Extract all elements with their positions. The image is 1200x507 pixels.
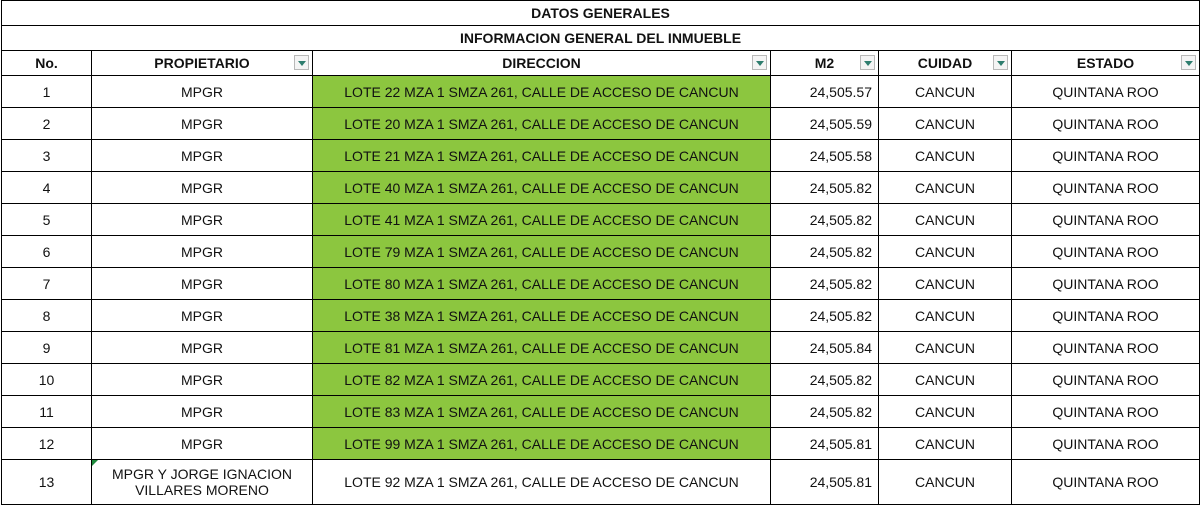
table-row[interactable]	[2, 204, 1200, 236]
cell-direccion[interactable]: LOTE 92 MZA 1 SMZA 261, CALLE DE ACCESO DE CANCUN	[313, 460, 771, 505]
cell-estado[interactable]: QUINTANA ROO	[1012, 460, 1200, 505]
cell-cuidad[interactable]: CANCUN	[879, 204, 1012, 236]
cell-no[interactable]: 2	[2, 108, 92, 140]
header-propietario-label: PROPIETARIO	[154, 55, 250, 71]
cell-estado[interactable]: QUINTANA ROO	[1012, 76, 1200, 108]
cell-cuidad[interactable]: CANCUN	[879, 396, 1012, 428]
cell-cuidad[interactable]: CANCUN	[879, 140, 1012, 172]
cell-no[interactable]: 6	[2, 236, 92, 268]
cell-no[interactable]: 13	[2, 460, 92, 505]
cell-propietario[interactable]: MPGR	[92, 428, 313, 460]
table-row[interactable]	[2, 76, 1200, 108]
cell-propietario[interactable]: MPGR	[92, 172, 313, 204]
cell-direccion[interactable]: LOTE 40 MZA 1 SMZA 261, CALLE DE ACCESO DE CANCUN	[313, 172, 771, 204]
header-no-label: No.	[35, 55, 58, 71]
cell-m2[interactable]: 24,505.82	[771, 204, 879, 236]
header-cuidad	[879, 51, 1012, 76]
cell-estado[interactable]: QUINTANA ROO	[1012, 172, 1200, 204]
cell-estado[interactable]: QUINTANA ROO	[1012, 108, 1200, 140]
cell-propietario[interactable]: MPGR	[92, 364, 313, 396]
cell-m2[interactable]: 24,505.59	[771, 108, 879, 140]
cell-estado[interactable]: QUINTANA ROO	[1012, 268, 1200, 300]
cell-cuidad[interactable]: CANCUN	[879, 300, 1012, 332]
table-row[interactable]	[2, 268, 1200, 300]
cell-propietario[interactable]: MPGR	[92, 396, 313, 428]
table-row[interactable]	[2, 172, 1200, 204]
cell-m2[interactable]: 24,505.82	[771, 396, 879, 428]
cell-direccion[interactable]: LOTE 21 MZA 1 SMZA 261, CALLE DE ACCESO DE CANCUN	[313, 140, 771, 172]
cell-m2[interactable]: 24,505.58	[771, 140, 879, 172]
cell-cuidad[interactable]: CANCUN	[879, 460, 1012, 505]
cell-direccion[interactable]: LOTE 81 MZA 1 SMZA 261, CALLE DE ACCESO DE CANCUN	[313, 332, 771, 364]
filter-dropdown-icon[interactable]	[752, 55, 767, 70]
cell-m2[interactable]: 24,505.82	[771, 236, 879, 268]
cell-no[interactable]: 9	[2, 332, 92, 364]
header-no	[2, 51, 92, 76]
cell-propietario[interactable]: MPGR	[92, 108, 313, 140]
comment-marker-icon	[92, 460, 98, 466]
cell-propietario[interactable]: MPGR	[92, 140, 313, 172]
table-row[interactable]	[2, 140, 1200, 172]
header-cuidad-label: CUIDAD	[917, 55, 973, 71]
cell-m2[interactable]: 24,505.82	[771, 364, 879, 396]
table-body	[2, 76, 1200, 505]
cell-m2[interactable]: 24,505.82	[771, 300, 879, 332]
cell-propietario-text: MPGR Y JORGE IGNACION VILLARES MORENO	[112, 466, 292, 498]
cell-direccion[interactable]: LOTE 41 MZA 1 SMZA 261, CALLE DE ACCESO DE CANCUN	[313, 204, 771, 236]
header-m2	[771, 51, 879, 76]
filter-dropdown-icon[interactable]	[993, 55, 1008, 70]
header-m2-label: M2	[814, 55, 835, 71]
table-row[interactable]	[2, 332, 1200, 364]
cell-direccion[interactable]: LOTE 99 MZA 1 SMZA 261, CALLE DE ACCESO DE CANCUN	[313, 428, 771, 460]
header-row	[2, 51, 1200, 76]
cell-direccion[interactable]: LOTE 22 MZA 1 SMZA 261, CALLE DE ACCESO DE CANCUN	[313, 76, 771, 108]
cell-estado[interactable]: QUINTANA ROO	[1012, 140, 1200, 172]
cell-estado[interactable]: QUINTANA ROO	[1012, 428, 1200, 460]
cell-propietario[interactable]: MPGR	[92, 268, 313, 300]
header-propietario	[92, 51, 313, 76]
filter-dropdown-icon[interactable]	[1181, 55, 1196, 70]
header-direccion-label: DIRECCION	[502, 55, 581, 71]
table-subtitle: INFORMACION GENERAL DEL INMUEBLE	[2, 26, 1200, 51]
table-row[interactable]	[2, 236, 1200, 268]
cell-m2[interactable]: 24,505.81	[771, 460, 879, 505]
cell-cuidad[interactable]: CANCUN	[879, 428, 1012, 460]
cell-no[interactable]: 3	[2, 140, 92, 172]
cell-estado[interactable]: QUINTANA ROO	[1012, 396, 1200, 428]
filter-dropdown-icon[interactable]	[294, 55, 309, 70]
cell-no[interactable]: 7	[2, 268, 92, 300]
cell-cuidad[interactable]: CANCUN	[879, 364, 1012, 396]
cell-m2[interactable]: 24,505.82	[771, 172, 879, 204]
cell-propietario[interactable]: MPGR	[92, 300, 313, 332]
subtitle-row	[2, 26, 1200, 51]
table-row[interactable]	[2, 396, 1200, 428]
cell-direccion[interactable]: LOTE 38 MZA 1 SMZA 261, CALLE DE ACCESO DE CANCUN	[313, 300, 771, 332]
filter-dropdown-icon[interactable]	[860, 55, 875, 70]
cell-cuidad[interactable]: CANCUN	[879, 108, 1012, 140]
cell-m2[interactable]: 24,505.81	[771, 428, 879, 460]
cell-direccion[interactable]: LOTE 20 MZA 1 SMZA 261, CALLE DE ACCESO DE CANCUN	[313, 108, 771, 140]
property-table	[1, 0, 1200, 505]
cell-propietario[interactable]: MPGR	[92, 204, 313, 236]
table-row[interactable]	[2, 460, 1200, 505]
cell-estado[interactable]: QUINTANA ROO	[1012, 300, 1200, 332]
table-row[interactable]	[2, 364, 1200, 396]
cell-cuidad[interactable]: CANCUN	[879, 332, 1012, 364]
cell-cuidad[interactable]: CANCUN	[879, 268, 1012, 300]
title-row	[2, 1, 1200, 26]
cell-cuidad[interactable]: CANCUN	[879, 172, 1012, 204]
cell-no[interactable]: 1	[2, 76, 92, 108]
cell-propietario[interactable]	[92, 460, 313, 505]
cell-m2[interactable]: 24,505.84	[771, 332, 879, 364]
cell-estado[interactable]: QUINTANA ROO	[1012, 332, 1200, 364]
table-row[interactable]	[2, 108, 1200, 140]
cell-no[interactable]: 4	[2, 172, 92, 204]
cell-no[interactable]: 11	[2, 396, 92, 428]
cell-direccion[interactable]: LOTE 79 MZA 1 SMZA 261, CALLE DE ACCESO DE CANCUN	[313, 236, 771, 268]
cell-no[interactable]: 8	[2, 300, 92, 332]
cell-propietario[interactable]: MPGR	[92, 332, 313, 364]
cell-cuidad[interactable]: CANCUN	[879, 236, 1012, 268]
cell-no[interactable]: 5	[2, 204, 92, 236]
table-title: DATOS GENERALES	[2, 1, 1200, 26]
table-row[interactable]	[2, 300, 1200, 332]
cell-direccion[interactable]: LOTE 83 MZA 1 SMZA 261, CALLE DE ACCESO DE CANCUN	[313, 396, 771, 428]
cell-estado[interactable]: QUINTANA ROO	[1012, 236, 1200, 268]
header-estado-label: ESTADO	[1076, 55, 1135, 71]
header-direccion	[313, 51, 771, 76]
cell-direccion[interactable]: LOTE 80 MZA 1 SMZA 261, CALLE DE ACCESO DE CANCUN	[313, 268, 771, 300]
header-estado	[1012, 51, 1200, 76]
table-row[interactable]	[2, 428, 1200, 460]
cell-estado[interactable]: QUINTANA ROO	[1012, 204, 1200, 236]
cell-propietario[interactable]: MPGR	[92, 76, 313, 108]
cell-direccion[interactable]: LOTE 82 MZA 1 SMZA 261, CALLE DE ACCESO DE CANCUN	[313, 364, 771, 396]
cell-cuidad[interactable]: CANCUN	[879, 76, 1012, 108]
cell-no[interactable]: 12	[2, 428, 92, 460]
cell-m2[interactable]: 24,505.57	[771, 76, 879, 108]
cell-no[interactable]: 10	[2, 364, 92, 396]
cell-m2[interactable]: 24,505.82	[771, 268, 879, 300]
cell-estado[interactable]: QUINTANA ROO	[1012, 364, 1200, 396]
cell-propietario[interactable]: MPGR	[92, 236, 313, 268]
